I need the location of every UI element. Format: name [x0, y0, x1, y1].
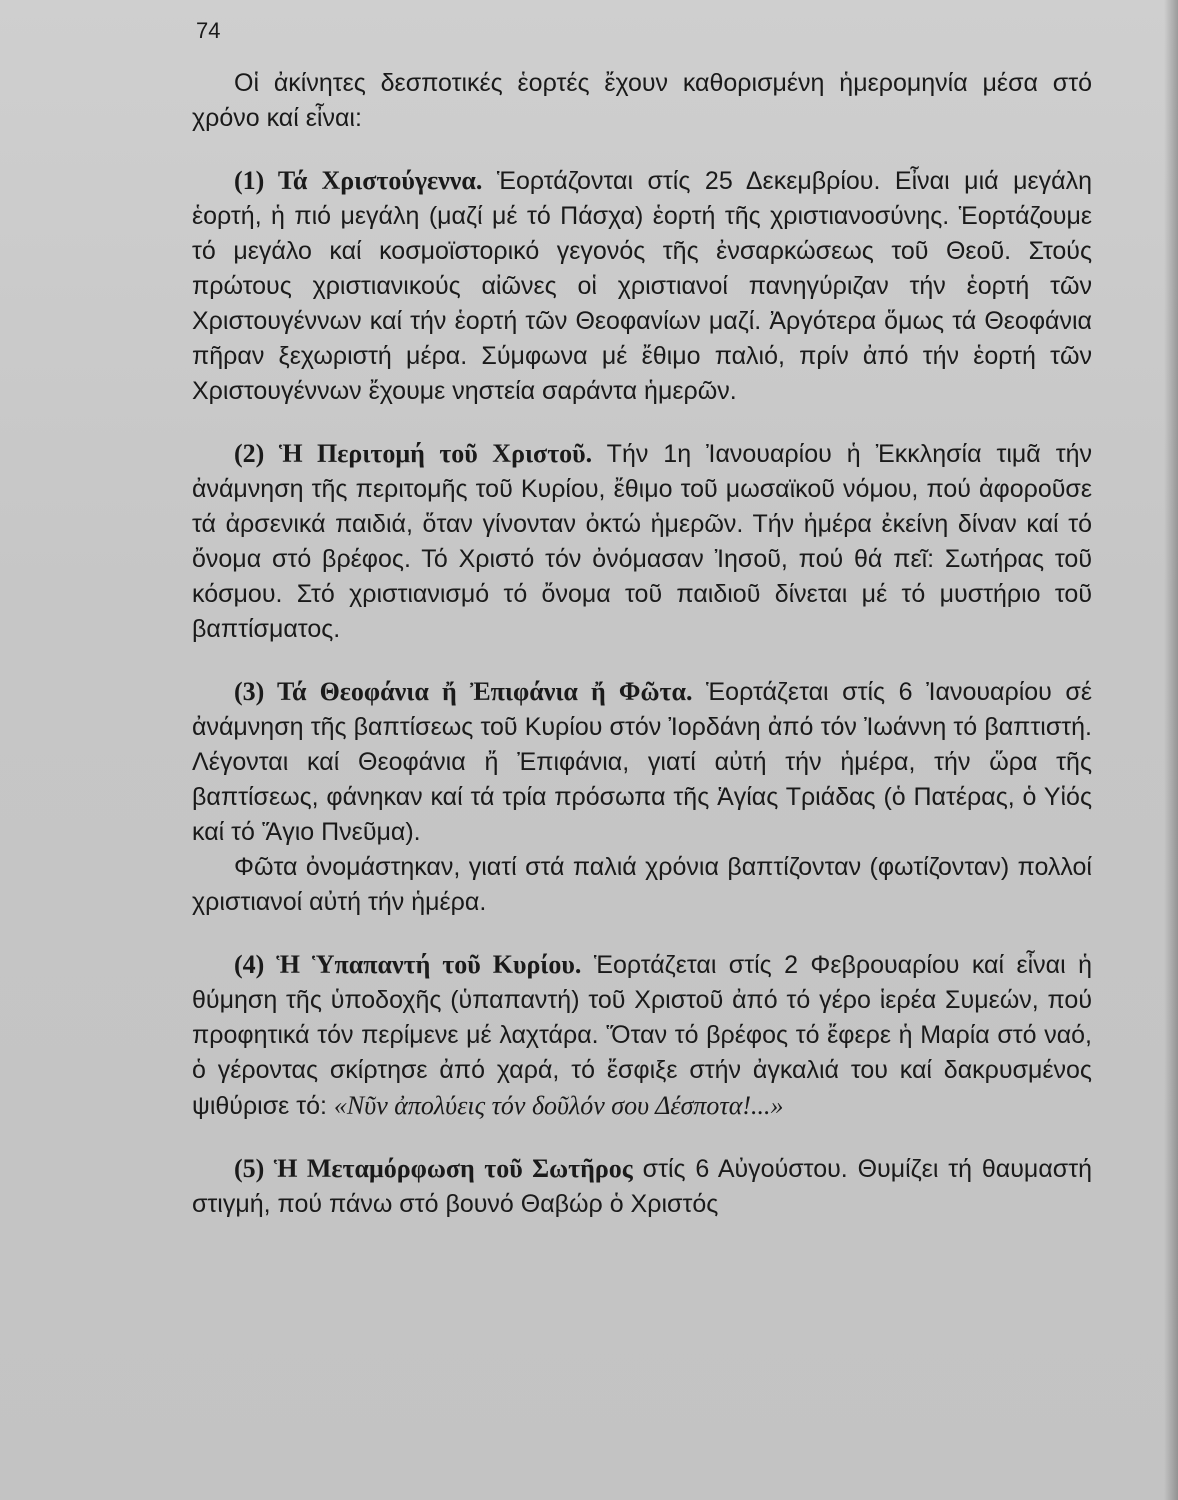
page-edge-shadow	[1164, 0, 1178, 1500]
section-heading: (2) Ἡ Περιτομή τοῦ Χριστοῦ.	[234, 439, 593, 468]
section-body: Τήν 1η Ἰανουαρίου ἡ Ἐκκλησία τιμᾶ τήν ἀνάμνηση τῆς περιτομῆς τοῦ Κυρίου, ἔθιμο τοῦ μωσαϊκοῦ νόμου, πού ἀφοροῦσε τά ἀρσενικά παιδιά, ὅταν γίνονταν ὀκτώ ἡμερῶν. Τήν ἡμέρα ἐκείνη δίναν καί τό ὄνομα στό βρέφος. Τό Χριστό τόν ὀνόμασαν Ἰησοῦ, πού θά πεῖ: Σωτήρας τοῦ κόσμου. Στό χριστιανισμό τό ὄνομα τοῦ παιδιοῦ δίνεται μέ τό μυστήριο τοῦ βαπτίσματος.	[192, 440, 1092, 643]
section-heading: (5) Ἡ Μεταμόρφωση τοῦ Σωτῆρος	[234, 1154, 633, 1183]
page-number: 74	[196, 18, 221, 43]
section-body: Ἑορτάζεται στίς 6 Ἰανουαρίου σέ ἀνάμνηση τῆς βαπτίσεως τοῦ Κυρίου στόν Ἰορδάνη ἀπό τόν Ἰωάννη τό βαπτιστή. Λέγονται καί Θεοφάνια ἤ Ἐπιφάνια, γιατί αὐτή τήν ἡμέρα, τήν ὥρα τῆς βαπτίσεως, φάνηκαν καί τά τρία πρόσωπα τῆς Ἁγίας Τριάδας (ὁ Πατέρας, ὁ Υἱός καί τό Ἅγιο Πνεῦμα).	[192, 678, 1092, 846]
section-christmas	[192, 163, 1092, 409]
section-heading: (1) Τά Χριστούγεννα.	[234, 166, 483, 195]
section-theophany-extra: Φῶτα ὀνομάστηκαν, γιατί στά παλιά χρόνια βαπτίζονταν (φωτίζονταν) πολλοί χριστιανοί αὐτή τήν ἡμέρα.	[192, 853, 1092, 916]
section-quote: «Νῦν ἀπολύεις τόν δοῦλόν σου Δέσποτα!...»	[333, 1091, 784, 1120]
section-heading: (3) Τά Θεοφάνια ἤ Ἐπιφάνια ἤ Φῶτα.	[234, 677, 693, 706]
section-body: Ἑορτάζονται στίς 25 Δεκεμβρίου. Εἶναι μιά μεγάλη ἑορτή, ἡ πιό μεγάλη (μαζί μέ τό Πάσχα) ἑορτή τῆς χριστιανοσύνης. Ἑορτάζουμε τό μεγάλο καί κοσμοϊστορικό γεγονός τῆς ἐνσαρκώσεως τοῦ Θεοῦ. Στούς πρώτους χριστιανικούς αἰῶνες οἱ χριστιανοί πανηγύριζαν τήν ἑορτή τῶν Χριστουγέννων καί τήν ἑορτή τῶν Θεοφανίων μαζί. Ἀργότερα ὅμως τά Θεοφάνια πῆραν ξεχωριστή μέρα. Σύμφωνα μέ ἔθιμο παλιό, πρίν ἀπό τήν ἑορτή τῶν Χριστουγέννων ἔχουμε νηστεία σαράντα ἡμερῶν.	[192, 167, 1092, 405]
section-body: Ἑορτάζεται στίς 2 Φεβρουαρίου καί εἶναι ἡ θύμηση τῆς ὑποδοχῆς (ὑπαπαντή) τοῦ Χριστοῦ ἀπό τό γέρο ἱερέα Συμεών, πού προφητικά τόν περίμενε μέ λαχτάρα. Ὅταν τό βρέφος τό ἔφερε ἡ Μαρία στό ναό, ὁ γέροντας σκίρτησε ἀπό χαρά, τό ἔσφιξε στήν ἀγκαλιά του καί δακρυσμένος ψιθύρισε τό:	[192, 951, 1092, 1120]
intro-paragraph: Οἱ ἀκίνητες δεσποτικές ἑορτές ἔχουν καθορισμένη ἡμερομηνία μέσα στό χρόνο καί εἶναι:	[192, 69, 1092, 132]
section-circumcision	[192, 436, 1092, 647]
page-text	[192, 66, 1092, 1222]
section-body: στίς 6 Αὐγούστου. Θυμίζει τή θαυμαστή στιγμή, πού πάνω στό βουνό Θαβώρ ὁ Χριστός	[192, 1155, 1092, 1218]
section-heading: (4) Ἡ Ὑπαπαντή τοῦ Κυρίου.	[234, 950, 582, 979]
section-theophany	[192, 674, 1092, 850]
section-presentation	[192, 947, 1092, 1124]
section-transfiguration	[192, 1151, 1092, 1222]
